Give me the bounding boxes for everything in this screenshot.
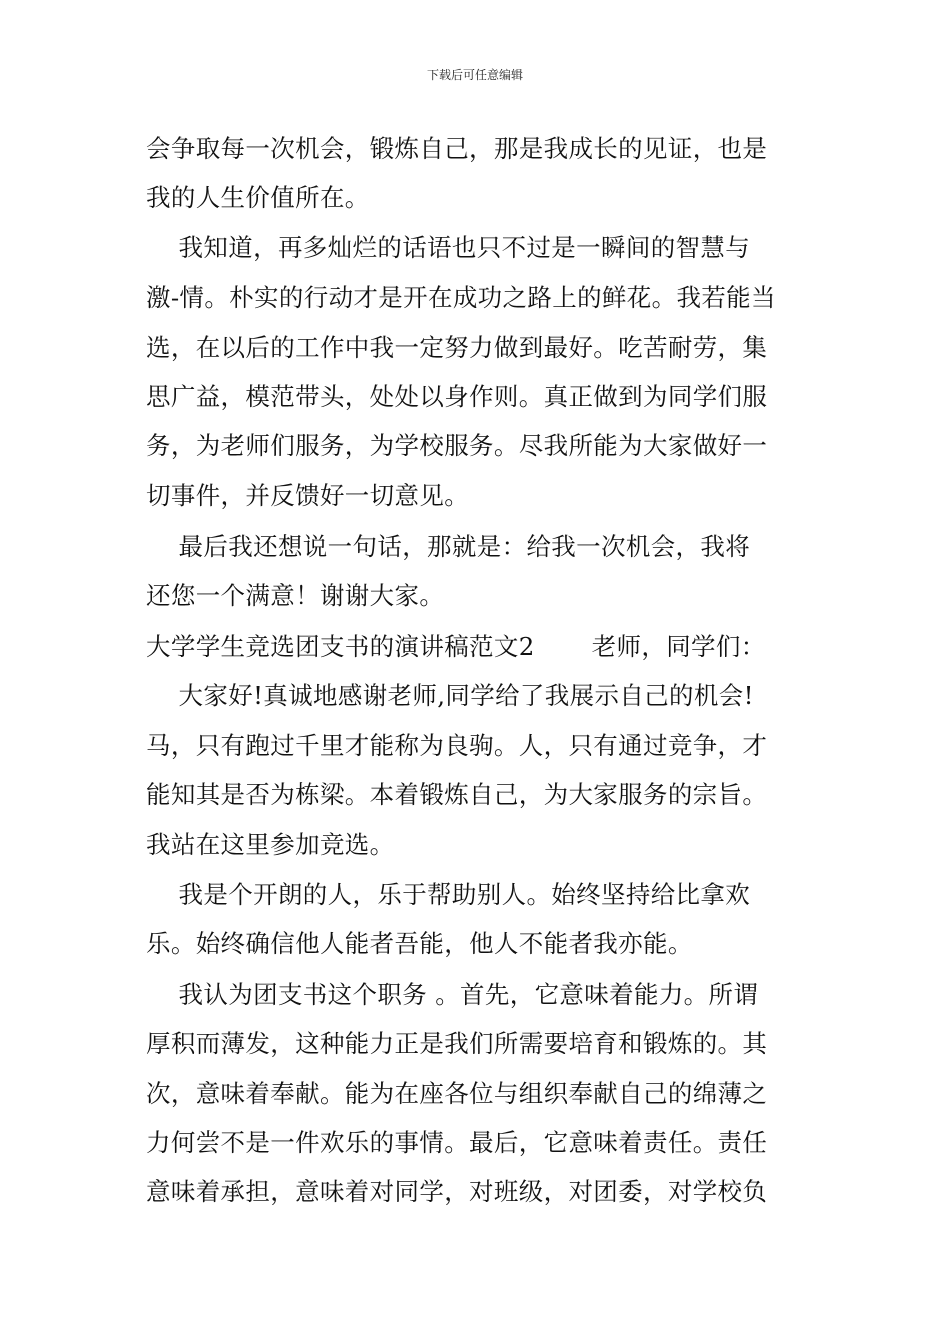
body-text-line: 切事件，并反馈好一切意见。 [146,481,470,510]
body-text-line: 我站在这里参加竞选。 [146,830,395,859]
body-text-line: 大家好!真诚地感谢老师,同学给了我展示自己的机会! [146,681,754,710]
body-text-line: 激-情。朴实的行动才是开在成功之路上的鲜花。我若能当 [146,283,776,312]
body-text-line: 务，为老师们服务，为学校服务。尽我所能为大家做好一 [146,431,768,460]
page-header: 下载后可任意编辑 [426,68,523,82]
body-text-line: 我的人生价值所在。 [146,183,370,212]
body-text-line: 厚积而薄发，这种能力正是我们所需要培育和锻炼的。其 [146,1029,768,1058]
section-heading-line: 大学学生竞选团支书的演讲稿范文2 老师，同学们： [146,632,766,661]
body-text-line: 思广益，模范带头，处处以身作则。真正做到为同学们服 [146,382,768,411]
body-text-line: 我知道，再多灿烂的话语也只不过是一瞬间的智慧与 [146,233,751,262]
body-text-line: 次，意味着奉献。能为在座各位与组织奉献自己的绵薄之 [146,1079,768,1108]
body-text-line: 乐。始终确信他人能者吾能，他人不能者我亦能。 [146,929,693,958]
body-text-line: 我是个开朗的人，乐于帮助别人。始终坚持给比拿欢 [146,880,751,909]
body-text-line: 最后我还想说一句话，那就是：给我一次机会，我将 [146,532,751,561]
body-text-line: 会争取每一次机会，锻炼自己，那是我成长的见证，也是 [146,134,768,163]
body-text-line: 我认为团支书这个职务 。首先，它意味着能力。所谓 [146,980,759,1009]
body-text-line: 还您一个满意！谢谢大家。 [146,581,445,610]
body-text-line: 马，只有跑过千里才能称为良驹。人，只有通过竞争，才 [146,731,768,760]
body-text-line: 力何尝不是一件欢乐的事情。最后，它意味着责任。责任 [146,1128,768,1157]
body-text-line: 意味着承担，意味着对同学，对班级，对团委，对学校负 [146,1177,768,1206]
body-text-line: 能知其是否为栋梁。本着锻炼自己，为大家服务的宗旨。 [146,780,768,809]
body-text-line: 选，在以后的工作中我一定努力做到最好。吃苦耐劳，集 [146,333,768,362]
